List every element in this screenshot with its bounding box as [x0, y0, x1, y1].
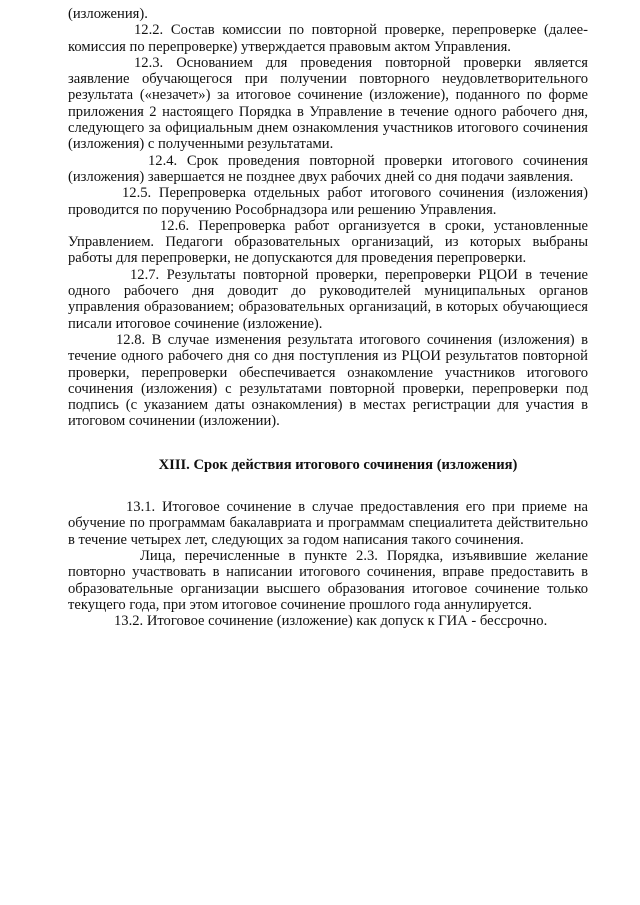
- paragraph-12-7: 12.7. Результаты повторной проверки, перепроверки РЦОИ в течение одного рабочего дня доводит до руководителей муниципальных органов управления образованием; образовательных организаций, в которых обучающиеся писали итоговое сочинение (изложение).: [68, 266, 588, 332]
- paragraph-13-1: 13.1. Итоговое сочинение в случае предоставления его при приеме на обучение по программам бакалавриата и программам специалитета действительно в течение четырех лет, следующих за годом написания такого сочинения.: [68, 499, 588, 548]
- paragraph-continuation: (изложения).: [68, 6, 148, 22]
- document-page: [68, 6, 588, 629]
- paragraph-12-8: 12.8. В случае изменения результата итогового сочинения (изложения) в течение одного рабочего дня со дня поступления из РЦОИ результатов повторной проверки, перепроверки обеспечивается ознакомление участников итогового сочинения (изложения) с результатами повторной проверки, перепроверки под подпись (с указанием даты ознакомления) в местах регистрации для участия в итоговом сочинении (изложении).: [68, 331, 588, 430]
- section-heading: XIII. Срок действия итогового сочинения (изложения): [158, 456, 518, 473]
- paragraph-12-3: 12.3. Основанием для проведения повторной проверки является заявление обучающегося при получении повторного неудовлетворительного результата («незачет») за итоговое сочинение (изложение), поданного по форме приложения 2 настоящего Порядка в Управление в течение одного рабочего дня, следующего за официальным днем ознакомления участников итогового сочинения (изложения) с полученными результатами.: [68, 54, 588, 153]
- paragraph-12-4: 12.4. Срок проведения повторной проверки итогового сочинения (изложения) завершается не позднее двух рабочих дней со дня подачи заявления.: [68, 152, 588, 185]
- paragraph-12-2: 12.2. Состав комиссии по повторной проверке, перепроверке (далее- комиссия по перепроверке) утверждается правовым актом Управления.: [68, 22, 588, 55]
- paragraph-persons: Лица, перечисленные в пункте 2.3. Порядка, изъявившие желание повторно участвовать в написании итогового сочинения, вправе предоставить в образовательные организации высшего образования итоговое сочинение только текущего года, при этом итоговое сочинение прошлого года аннулируется.: [68, 547, 588, 613]
- paragraph-13-2: 13.2. Итоговое сочинение (изложение) как допуск к ГИА - бессрочно.: [114, 613, 548, 630]
- paragraph-12-6: 12.6. Перепроверка работ организуется в сроки, установленные Управлением. Педагоги образовательных организаций, из которых выбраны работы для перепроверки, не допускаются для проведения перепроверки.: [68, 217, 588, 267]
- paragraph-12-5: 12.5. Перепроверка отдельных работ итогового сочинения (изложения) проводится по поручению Рособрнадзора или решению Управления.: [68, 185, 588, 218]
